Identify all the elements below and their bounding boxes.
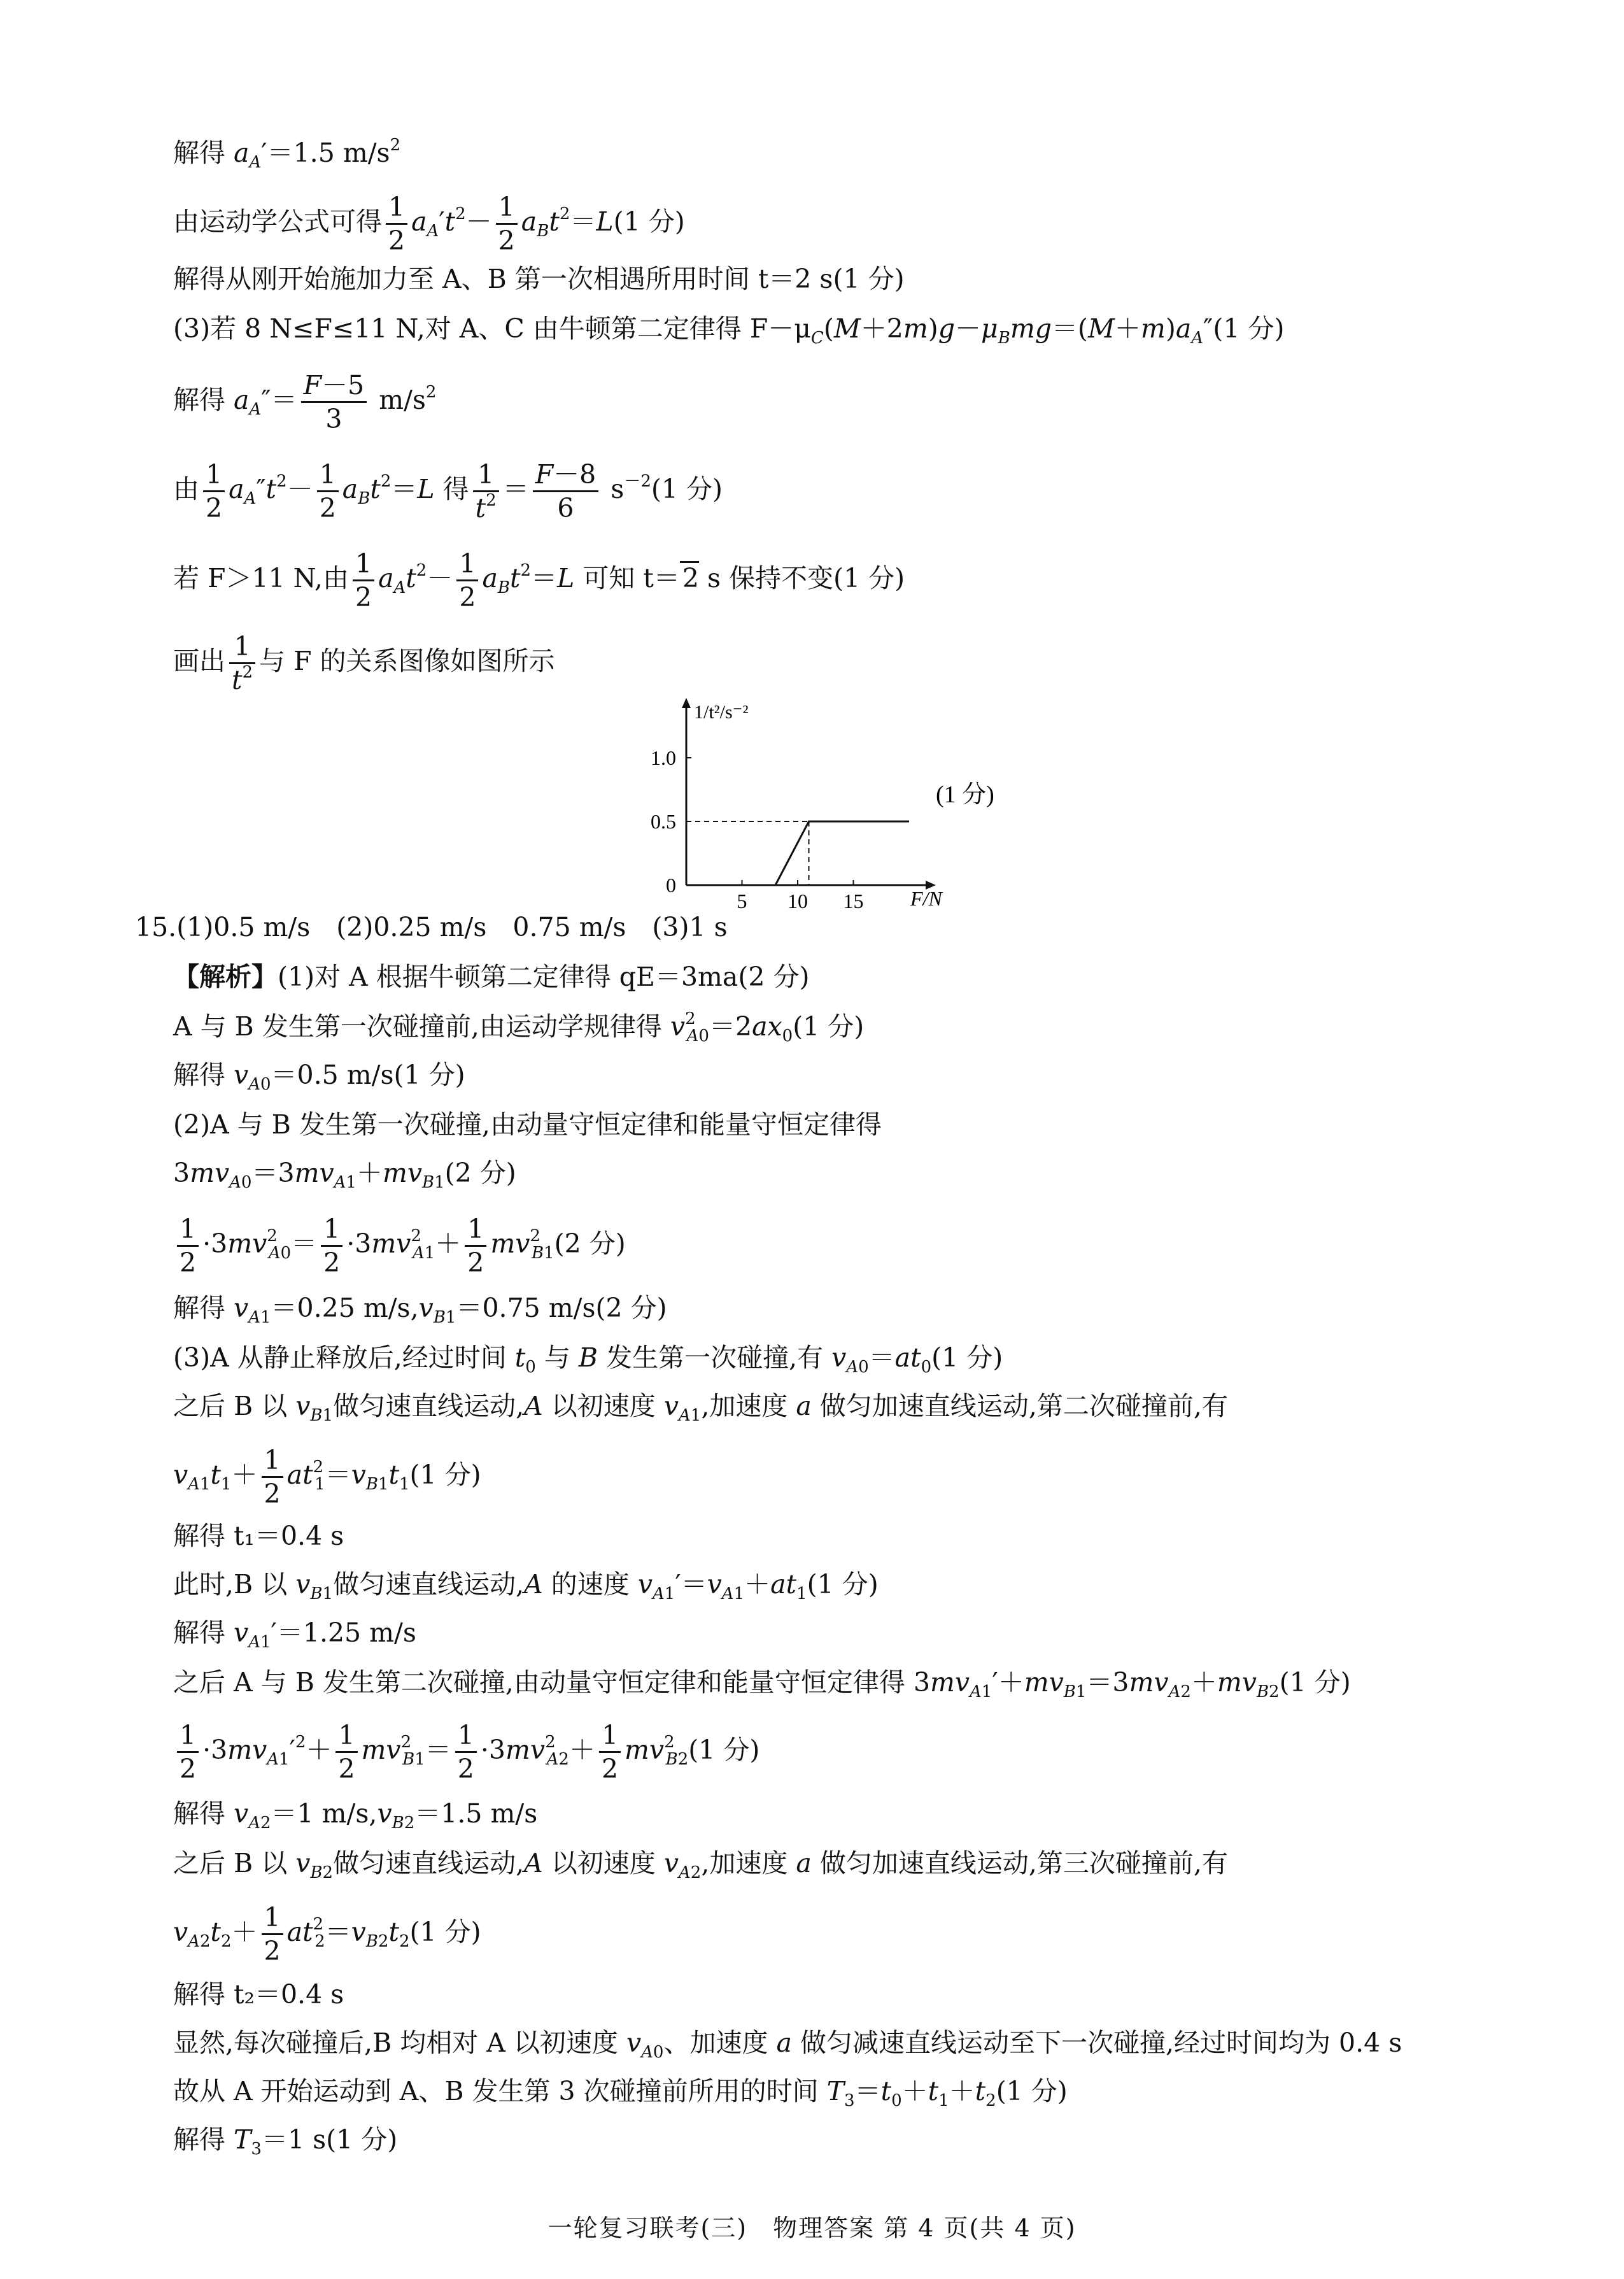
analysis-19: 解得 t₂＝0.4 s xyxy=(173,1979,344,2010)
x-tick-label: 10 xyxy=(787,890,808,911)
analysis-20: 显然,每次碰撞后,B 均相对 A 以初速度 $v_{A0}$、加速度 a 做匀减速直线运动至下一次碰撞,经过时间均为 0.4 s xyxy=(173,2027,1402,2062)
analysis-15: $\frac{1}{2}$ $\cdot 3mv_{A1}'^2+$ $\frac{1}{2}$ $mv^2_{B1}=$ $\frac{1}{2}$ $\cdot 3mv^2_{A2}+$ $\frac{1}{2}$ $mv^2_{B2}(1$ 分) xyxy=(173,1719,759,1785)
analysis-9: 之后 B 以 $v_{B1}$做匀速直线运动,A 以初速度 $v_{A1}$,加速度 a 做匀加速直线运动,第二次碰撞前,有 xyxy=(173,1391,1228,1425)
analysis-11: 解得 t₁＝0.4 s xyxy=(173,1521,344,1551)
line-8: 画出 $\frac{1}{t^2}$ 与 F 的关系图像如图所示 xyxy=(173,631,555,695)
series-line xyxy=(775,821,909,885)
analysis-16: 解得 $v_{A2}=1$ $m/s,v_{B2}=1.5$ m/s xyxy=(173,1798,538,1833)
x-tick-label: 15 xyxy=(843,890,864,911)
analysis-14: 之后 A 与 B 发生第二次碰撞,由动量守恒定律和能量守恒定律得 $3mv_{A1}'+mv_{B1}=3mv_{A2}+mv_{B2}(1$ 分) xyxy=(173,1667,1351,1701)
y-axis-label: 1/t²/s⁻² xyxy=(694,702,749,723)
analysis-8: (3)A 从静止释放后,经过时间 $t_0$ 与 B 发生第一次碰撞,有 $v_{A0}=at_0(1$ 分) xyxy=(173,1342,1003,1377)
y-tick-label: 1.0 xyxy=(651,746,676,769)
line-3: 解得从刚开始施加力至 A、B 第一次相遇所用时间 t＝2 s(1 分) xyxy=(173,264,905,294)
analysis-13: 解得 $v_{A1}'=1.25$ m/s xyxy=(173,1617,416,1652)
analysis-2: A 与 B 发生第一次碰撞前,由运动学规律得 $v^2_{A0}=2ax_0(1$ 分) xyxy=(173,1009,865,1046)
analysis-1: 【解析】(1)对 A 根据牛顿第二定律得 qE＝3ma(2 分) xyxy=(173,962,810,992)
line-5: 解得 $a_A''=$ $\frac{F-5}{3}$ $m/s^2$ xyxy=(173,370,437,434)
analysis-18: $v_{A2}t_2+$ $\frac{1}{2}$ $at^2_2=v_{B2}t_2(1$ 分) xyxy=(173,1902,481,1966)
analysis-17: 之后 B 以 $v_{B2}$做匀速直线运动,A 以初速度 $v_{A2}$,加速度 a 做匀加速直线运动,第三次碰撞前,有 xyxy=(173,1848,1228,1882)
analysis-12: 此时,B 以 $v_{B1}$做匀速直线运动,A 的速度 $v_{A1}'=v_{A1}+at_1(1$ 分) xyxy=(173,1569,879,1603)
analysis-5: $3mv_{A0}=3mv_{A1}+mv_{B1}(2$ 分) xyxy=(173,1158,516,1192)
q15-answers: 15.(1)0.5 m/s (2)0.25 m/s 0.75 m/s (3)1 s xyxy=(135,912,728,942)
relationship-chart xyxy=(637,694,1070,911)
x-tick-label: 5 xyxy=(737,890,747,911)
chart-annotation: (1 分) xyxy=(936,781,994,808)
analysis-21: 故从 A 开始运动到 A、B 发生第 3 次碰撞前所用的时间 $T_3=t_0+t_1+t_2(1$ 分) xyxy=(173,2076,1068,2110)
y-axis-arrow xyxy=(682,698,691,708)
y-tick-label: 0.5 xyxy=(651,810,676,833)
analysis-3: 解得 $v_{A0}=0.5$ m/s(1 分) xyxy=(173,1060,465,1094)
x-axis-label: F/N xyxy=(910,887,942,910)
line-2: 由运动学公式可得 $\frac{1}{2}$ $a_A't^2-$ $\frac{1}{2}$ $a_Bt^2=L(1$ 分) xyxy=(173,192,685,256)
line-4: (3)若 8 N≤F≤11 N,对 A、C 由牛顿第二定律得 $F-\mu_C(M+2m)g-\mu_Bmg=(M+m)a_A''(1$ 分) xyxy=(173,313,1285,348)
analysis-7: 解得 $v_{A1}=0.25$ $m/s,v_{B1}=0.75$ m/s(2 分) xyxy=(173,1293,667,1327)
analysis-22: 解得 $T_3=1$ s(1 分) xyxy=(173,2124,398,2159)
analysis-6: $\frac{1}{2}$ $\cdot 3mv^2_{A0}=$ $\frac{1}{2}$ $\cdot 3mv^2_{A1}+$ $\frac{1}{2}$ $mv^2_{B1}(2$ 分) xyxy=(173,1213,626,1279)
y-tick-label: 0 xyxy=(666,874,676,897)
line-6: 由 $\frac{1}{2}$ $a_A''t^2-$ $\frac{1}{2}$ $a_Bt^2=L$ 得 $\frac{1}{t^2}$ ＝ $\frac{F-8}{6}$ $s^{-2}(1$ 分) xyxy=(173,459,723,523)
analysis-4: (2)A 与 B 发生第一次碰撞,由动量守恒定律和能量守恒定律得 xyxy=(173,1109,882,1140)
page-footer: 一轮复习联考(三) 物理答案 第 4 页(共 4 页) xyxy=(547,2214,1077,2242)
analysis-10: $v_{A1}t_1+$ $\frac{1}{2}$ $at^2_1=v_{B1}t_1(1$ 分) xyxy=(173,1445,481,1509)
line-7: 若 F＞11 N,由 $\frac{1}{2}$ $a_At^2-$ $\frac{1}{2}$ $a_Bt^2=L$ 可知 t＝2 s 保持不变(1 分) xyxy=(173,548,905,613)
line-1: 解得 $a_A'=1.5$ $m/s^2$ xyxy=(173,136,401,172)
